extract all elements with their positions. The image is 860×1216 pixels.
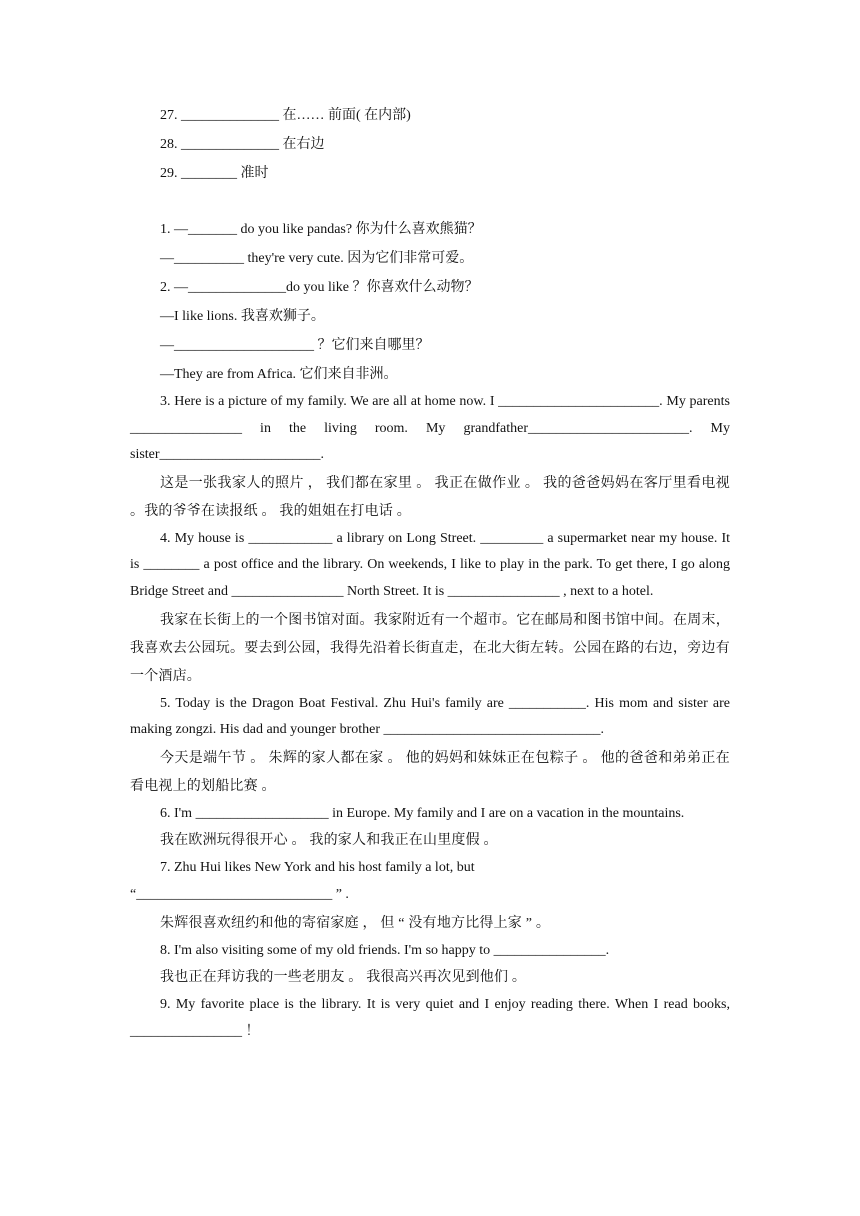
question-7-english-line-2: “____________________________ ” . — [130, 886, 349, 902]
question-9-english: 9. My favorite place is the library. It is very quiet and I enjoy reading there. When I read books, ________________ ！ — [130, 997, 730, 1039]
question-6-chinese: 我在欧洲玩得很开心 。 我的家人和我正在山里度假 。 — [160, 833, 498, 849]
question-2-line-4: —They are from Africa. 它们来自非洲。 — [160, 367, 398, 382]
question-2-line-2: —I like lions. 我喜欢狮子。 — [160, 309, 325, 324]
question-8-chinese: 我也正在拜访我的一些老朋友 。 我很高兴再次见到他们 。 — [160, 970, 527, 986]
question-1-line-2: —__________ they're very cute. 因为它们非常可爱。 — [160, 251, 474, 266]
question-2-line-3: —____________________ ？它们来自哪里？ — [160, 338, 430, 353]
vocab-item-27: 27. ______________ 在…… 前面( 在内部) — [160, 108, 411, 123]
question-7-english-line-1: 7. Zhu Hui likes New York and his host family a lot, but — [160, 860, 475, 876]
vocab-item-28: 28. ______________ 在右边 — [160, 137, 325, 152]
section-spacer — [130, 188, 730, 215]
question-3-english: 3. Here is a picture of my family. We are all at home now. I _______________________. My parents ________________ in the living room. My grandfather_______________________. My sister_______________________. — [130, 394, 730, 463]
question-5-english: 5. Today is the Dragon Boat Festival. Zhu Hui's family are ___________. His mom and sister are making zongzi. His dad and younger brother _______________________________. — [130, 695, 730, 738]
question-7-chinese: 朱辉很喜欢纽约和他的寄宿家庭 ， 但 “ 没有地方比得上家 ” 。 — [160, 915, 551, 931]
question-3-chinese: 这是一张我家人的照片 ， 我们都在家里 。 我正在做作业 。 我的爸爸妈妈在客厅里看电视 。我的爷爷在读报纸 。 我的姐姐在打电话 。 — [130, 475, 730, 519]
question-4-english: 4. My house is ____________ a library on Long Street. _________ a supermarket near my house. It is ________ a post office and the library. On weekends, I like to play in the park. To get there, I go along Bridge Street and ________________ North Street. It is ________________ , next to a hotel. — [130, 530, 730, 599]
question-5-chinese: 今天是端午节 。 朱辉的家人都在家 。 他的妈妈和妹妹正在包粽子 。 他的爸爸和弟弟正在看电视上的划船比赛 。 — [130, 750, 730, 794]
question-6-english: 6. I'm ___________________ in Europe. My family and I are on a vacation in the mountains. — [160, 805, 685, 821]
question-8-english: 8. I'm also visiting some of my old friends. I'm so happy to ________________. — [160, 942, 610, 958]
vocab-item-29: 29. ________ 准时 — [160, 166, 269, 181]
question-4-chinese: 我家在长街上的一个图书馆对面。我家附近有一个超市。它在邮局和图书馆中间。在周末，我喜欢去公园玩。要去到公园，我得先沿着长街直走，在北大街左转。公园在路的右边，旁边有一个酒店。 — [130, 612, 730, 684]
worksheet-page — [130, 101, 730, 1045]
question-1-line-1: 1. —_______ do you like pandas? 你为什么喜欢熊猫？ — [160, 222, 482, 237]
question-2-line-1: 2. —______________do you like ？你喜欢什么动物？ — [160, 280, 479, 295]
